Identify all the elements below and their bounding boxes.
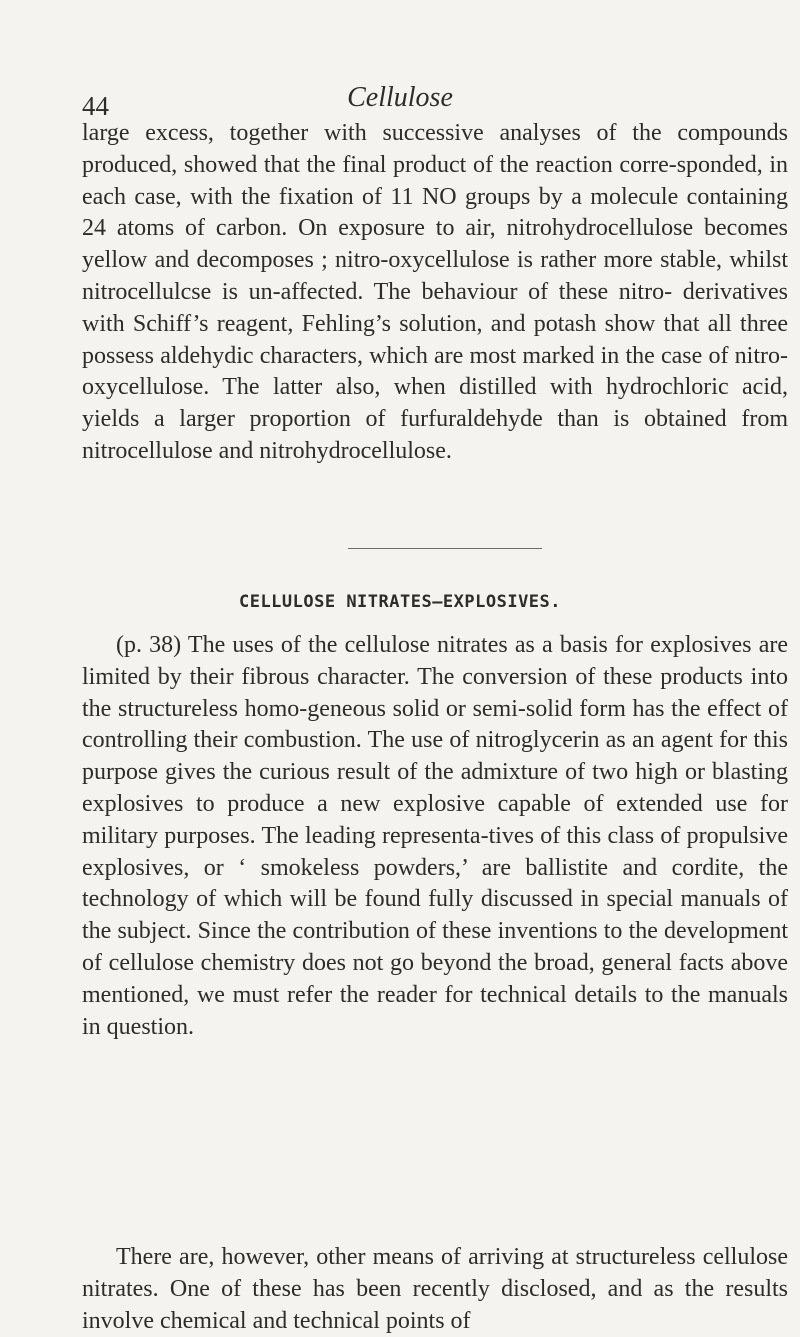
- section-heading: CELLULOSE NITRATES—EXPLOSIVES.: [238, 592, 562, 612]
- running-title: Cellulose: [347, 82, 453, 113]
- page-number: 44: [82, 91, 109, 121]
- paragraph-explosives: (p. 38) The uses of the cellulose nitrates as a basis for explosives are limited by their fibrous character. The conversion of these products into the structureless homo-geneous solid or semi-solid form has the effect of controlling their combustion. The use of nitroglycerin as an agent for this purpose gives the curious result of the admixture of two high or blasting explosives to produce a new explosive capable of extended use for military purposes. The leading representa-tives of this class of propulsive explosives, or ‘ smokeless powders,’ are ballistite and cordite, the technology of which will be found fully discussed in special manuals of the subject. Since the contribution of these inventions to the development of cellulose chemistry does not go beyond the broad, general facts above mentioned, we must refer the reader for technical details to the manuals in question.: [82, 632, 788, 1040]
- paragraph-continued: large excess, together with successive analyses of the compounds produced, showed that the final product of the reaction corre-sponded, in each case, with the fixation of 11 NO groups by a molecule containing 24 atoms of carbon. On exposure to air, nitrohydrocellulose becomes yellow and decomposes ; nitro-oxycellulose is rather more stable, whilst nitrocellulcse is un-affected. The behaviour of these nitro- derivatives with Schiff’s reagent, Fehling’s solution, and potash show that all three possess aldehydic characters, which are most marked in the case of nitro-oxycellulose. The latter also, when distilled with hydrochloric acid, yields a larger proportion of furfuraldehyde than is obtained from nitrocellulose and nitrohydrocellulose.: [82, 120, 788, 464]
- paragraph-structureless: There are, however, other means of arriving at structureless cellulose nitrates. One of these has been recently disclosed, and as the results involve chemical and technical points of: [82, 1244, 788, 1334]
- section-divider: [348, 548, 542, 549]
